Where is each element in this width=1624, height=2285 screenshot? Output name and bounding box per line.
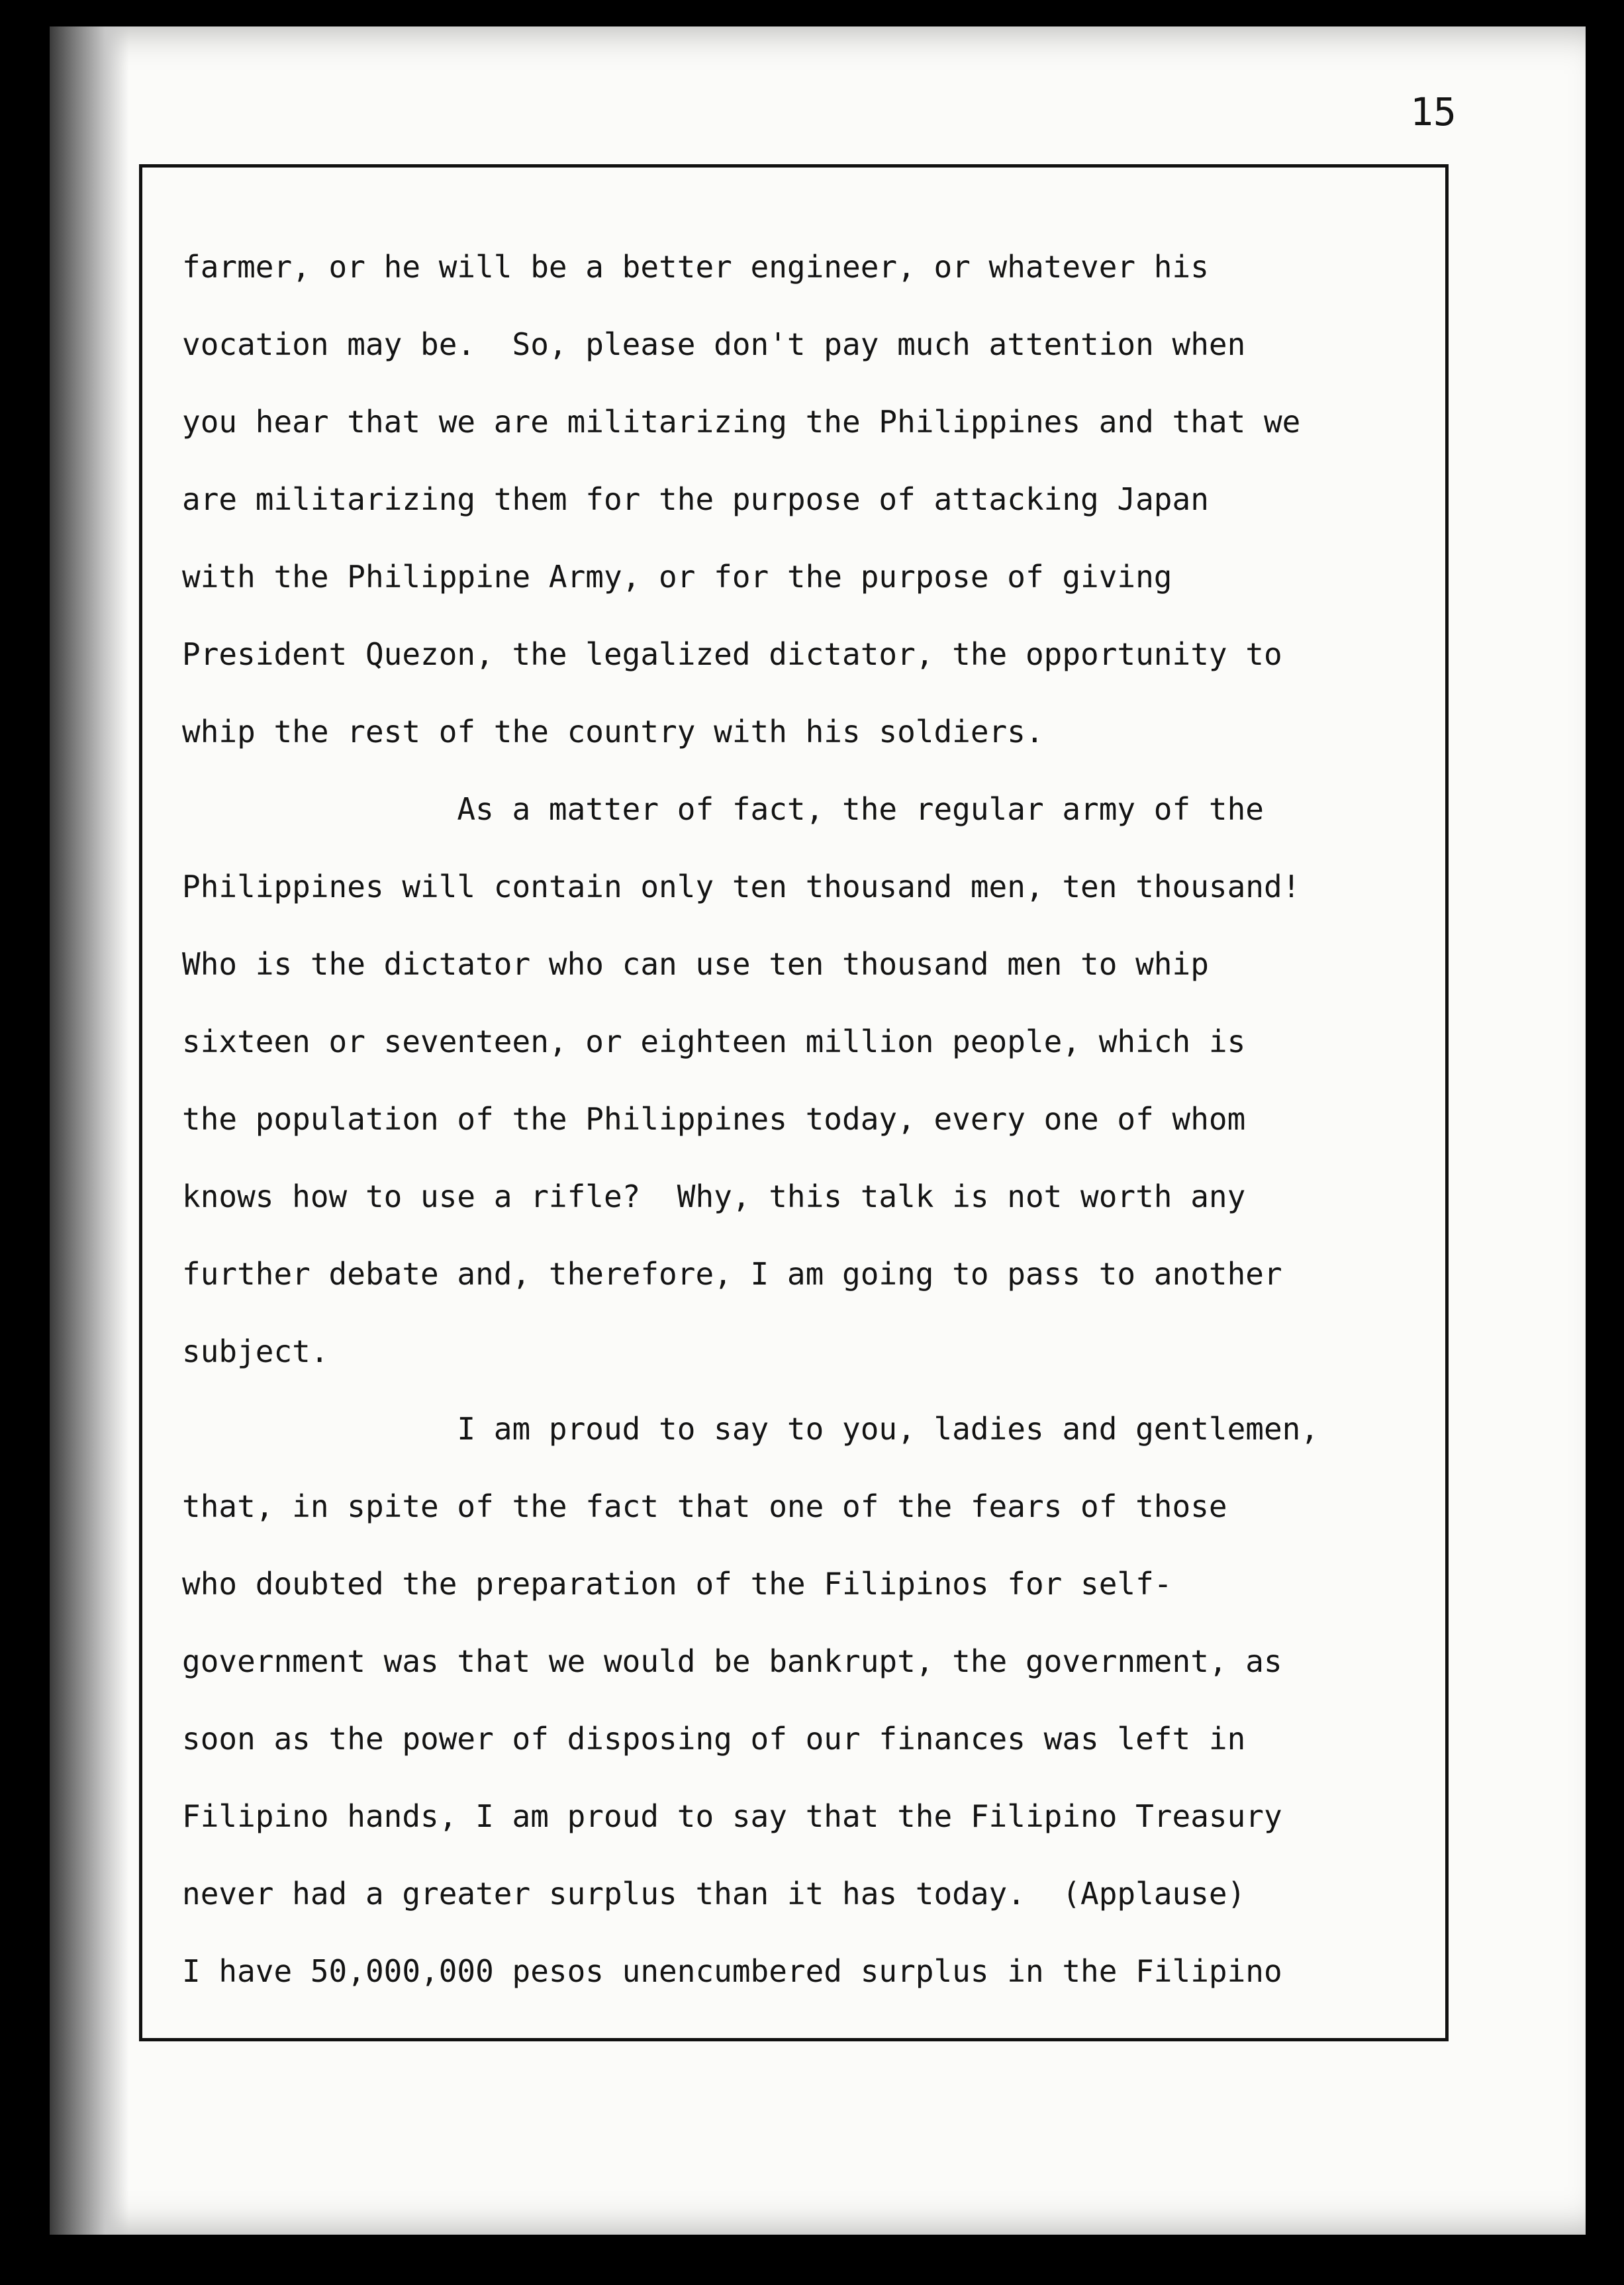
text-line: Who is the dictator who can use ten thousand men to whip [182,946,1209,982]
text-line: further debate and, therefore, I am going to pass to another [182,1256,1282,1292]
text-line: you hear that we are militarizing the Philippines and that we [182,404,1301,440]
binding-shadow [50,26,129,2235]
page-number: 15 [1410,89,1457,134]
text-line: farmer, or he will be a better engineer, or whatever his [182,249,1209,285]
text-line: I have 50,000,000 pesos unencumbered surplus in the Filipino [182,1953,1282,1989]
text-line: government was that we would be bankrupt, the government, as [182,1643,1282,1679]
text-line: As a matter of fact, the regular army of the [182,791,1264,827]
text-line: sixteen or seventeen, or eighteen million people, which is [182,1024,1246,1059]
text-line: that, in spite of the fact that one of the fears of those [182,1488,1227,1524]
text-line: subject. [182,1334,329,1369]
text-line: Filipino hands, I am proud to say that the Filipino Treasury [182,1798,1282,1834]
typed-text-block [182,247,1440,2029]
text-line: President Quezon, the legalized dictator, the opportunity to [182,636,1282,672]
text-line: Philippines will contain only ten thousand men, ten thousand! [182,869,1301,904]
text-line: who doubted the preparation of the Filipinos for self- [182,1566,1172,1602]
text-line: knows how to use a rifle? Why, this talk is not worth any [182,1179,1246,1214]
text-line: vocation may be. So, please don't pay much attention when [182,326,1246,362]
text-line: are militarizing them for the purpose of attacking Japan [182,481,1209,517]
text-line: soon as the power of disposing of our finances was left in [182,1721,1246,1757]
text-line: the population of the Philippines today, every one of whom [182,1101,1246,1137]
text-line: whip the rest of the country with his soldiers. [182,714,1044,750]
text-line: I am proud to say to you, ladies and gentlemen, [182,1411,1319,1447]
text-line: with the Philippine Army, or for the purpose of giving [182,559,1172,595]
text-line: never had a greater surplus than it has today. (Applause) [182,1876,1246,1912]
